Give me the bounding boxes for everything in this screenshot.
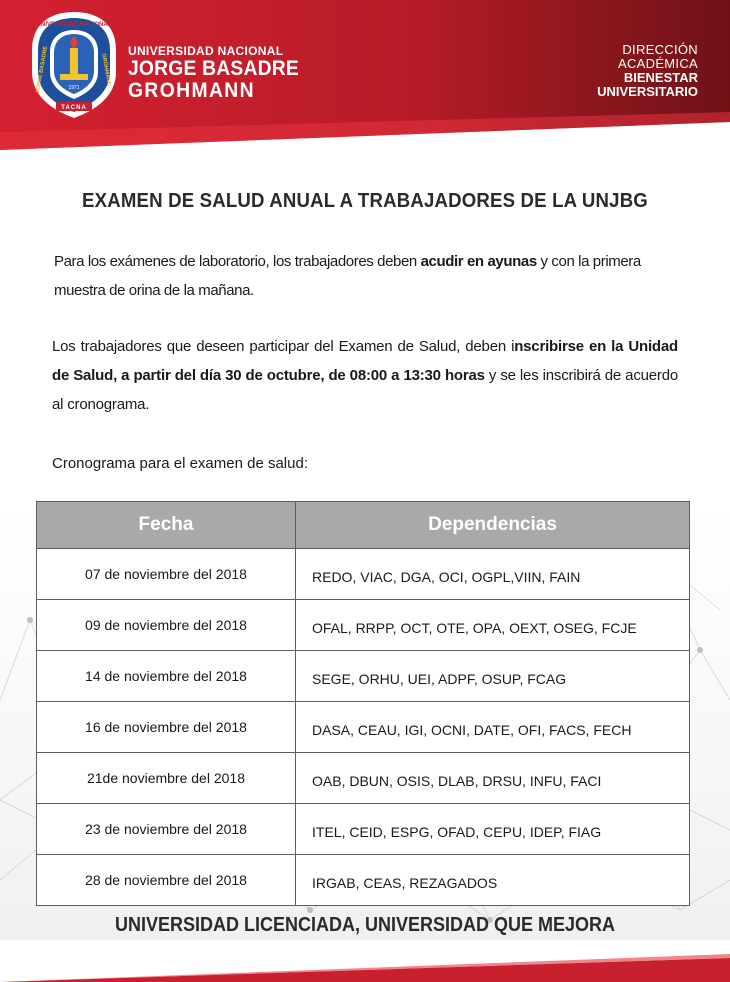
row-fecha: 21de noviembre del 2018 [37,753,296,804]
table-row [37,804,690,855]
paragraph-registration-text-1: Los trabajadores que deseen participar del Examen de Salud, deben i [52,338,515,355]
department-line4: UNIVERSITARIO [597,84,698,99]
row-dependencias: OAB, DBUN, OSIS, DLAB, DRSU, INFU, FACI [296,753,690,804]
row-dependencias: OFAL, RRPP, OCT, OTE, OPA, OEXT, OSEG, FCJE [296,600,690,651]
table-row [37,702,690,753]
table-row [37,651,690,702]
university-name-line2: JORGE BASADRE [128,57,299,80]
header-dependencias: Dependencias [296,502,690,549]
row-dependencias: SEGE, ORHU, UEI, ADPF, OSUP, FCAG [296,651,690,702]
row-fecha: 09 de noviembre del 2018 [37,600,296,651]
paragraph-registration-bold: nscribirse en la Unidad de Salud, a partir del día 30 de octubre, de 08:00 a 13:30 horas [52,338,678,384]
paragraph-laboratory [54,247,684,305]
university-name [128,44,314,102]
paragraph-laboratory-bold: acudir en ayunas [420,253,537,270]
row-fecha: 16 de noviembre del 2018 [37,702,296,753]
row-fecha: 23 de noviembre del 2018 [37,804,296,855]
department-line3: BIENESTAR [623,70,698,85]
footer-slogan: UNIVERSIDAD LICENCIADA, UNIVERSIDAD QUE MEJORA [114,914,616,936]
row-dependencias: ITEL, CEID, ESPG, OFAD, CEPU, IDEP, FIAG [296,804,690,855]
logo-ring-top-text: UNIVERSIDAD NACIONAL [36,22,112,28]
logo-ring-right-text: GROHMANN [100,53,112,87]
table-row [37,600,690,651]
paragraph-registration [52,332,678,419]
row-dependencias: DASA, CEAU, IGI, OCNI, DATE, OFI, FACS, FECH [296,702,690,753]
paragraph-laboratory-text-1: Para los exámenes de laboratorio, los trabajadores deben [54,253,421,270]
paragraph-laboratory-text-2: y con la primera muestra de orina de la mañana. [54,253,641,299]
row-dependencias: IRGAB, CEAS, REZAGADOS [296,855,690,906]
cronograma-label: Cronograma para el examen de salud: [52,455,308,472]
table-row [37,549,690,600]
department-name [597,43,698,99]
row-fecha: 14 de noviembre del 2018 [37,651,296,702]
footer-red-band [0,940,730,982]
paragraph-registration-text-2: y se les inscribirá de acuerdo al cronograma. [52,367,678,413]
logo-city-text: TACNA [61,105,87,111]
table-header-row [37,502,690,549]
row-fecha: 28 de noviembre del 2018 [37,855,296,906]
document-title: EXAMEN DE SALUD ANUAL A TRABAJADORES DE LA UNJBG [82,190,648,212]
logo-year-text: 1971 [68,85,80,91]
department-line1: DIRECCIÓN [622,42,698,57]
row-dependencias: REDO, VIAC, DGA, OCI, OGPL,VIIN, FAIN [296,549,690,600]
table-row [37,855,690,906]
department-line2: ACADÉMICA [618,56,698,71]
logo-ring-left-text: JORGE BASADRE [34,45,50,94]
header-fecha: Fecha [37,502,296,549]
university-name-line3: GROHMANN [128,79,255,102]
university-logo [26,10,122,120]
university-name-line1: UNIVERSIDAD NACIONAL [128,44,284,58]
table-row [37,753,690,804]
row-fecha: 07 de noviembre del 2018 [37,549,296,600]
schedule-table [36,501,690,906]
header-banner [0,0,730,150]
